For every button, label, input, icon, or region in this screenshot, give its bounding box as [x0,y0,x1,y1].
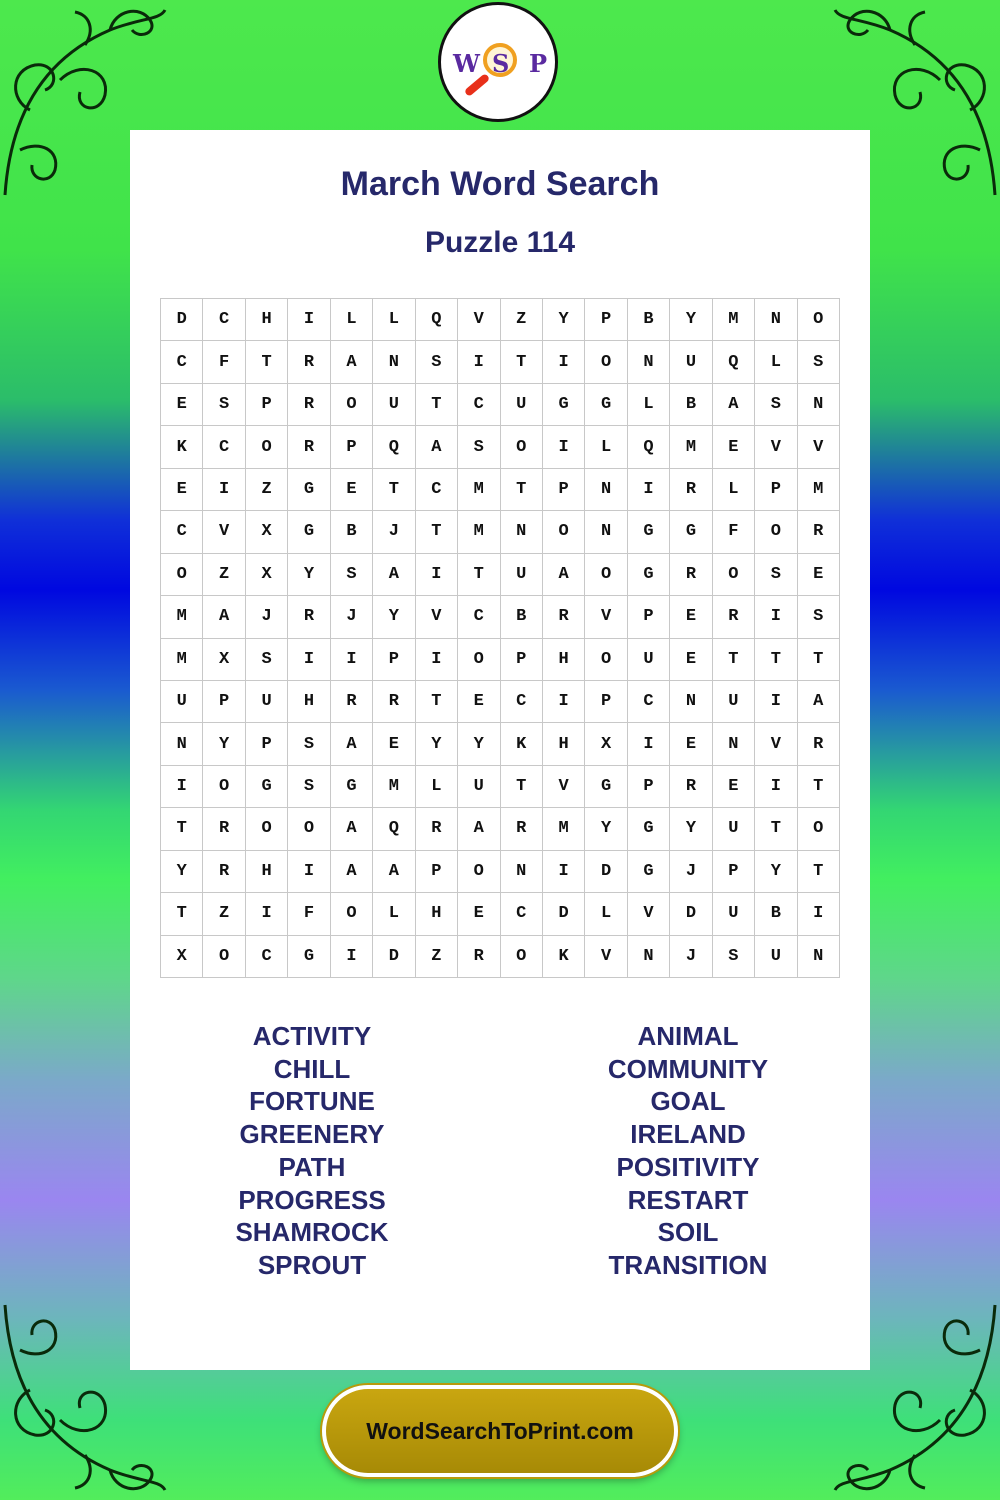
grid-cell[interactable]: R [288,341,330,383]
grid-cell[interactable]: G [628,511,670,553]
grid-cell[interactable]: F [288,893,330,935]
grid-cell[interactable]: E [798,554,840,596]
grid-cell[interactable]: T [161,893,203,935]
website-label: WordSearchToPrint.com [366,1417,634,1444]
grid-cell[interactable]: O [585,554,627,596]
grid-cell[interactable]: O [501,426,543,468]
grid-cell[interactable]: P [628,766,670,808]
grid-cell[interactable]: N [501,511,543,553]
grid-cell[interactable]: E [670,723,712,765]
grid-cell[interactable]: U [628,639,670,681]
grid-cell[interactable]: P [203,681,245,723]
grid-cell[interactable]: P [501,639,543,681]
grid-cell[interactable]: P [373,639,415,681]
grid-cell[interactable]: C [458,596,500,638]
grid-cell[interactable]: O [331,893,373,935]
word-item: ANIMAL [637,1021,739,1051]
grid-cell[interactable]: A [331,723,373,765]
grid-cell[interactable]: E [331,469,373,511]
grid-cell[interactable]: U [501,384,543,426]
grid-cell[interactable]: U [161,681,203,723]
grid-cell[interactable]: U [246,681,288,723]
grid-cell[interactable]: D [585,851,627,893]
grid-cell[interactable]: Y [670,808,712,850]
grid-cell[interactable]: R [670,469,712,511]
grid-cell[interactable]: I [755,596,797,638]
grid-cell[interactable]: Z [501,299,543,341]
grid-cell[interactable]: V [416,596,458,638]
grid-cell[interactable]: C [203,426,245,468]
grid-cell[interactable]: T [713,639,755,681]
word-item: PROGRESS [238,1184,386,1215]
grid-cell[interactable]: D [543,893,585,935]
grid-cell[interactable]: Q [416,299,458,341]
grid-cell[interactable]: G [331,766,373,808]
grid-cell[interactable]: O [246,808,288,850]
grid-cell[interactable]: R [670,766,712,808]
grid-cell[interactable]: E [713,766,755,808]
grid-cell[interactable]: Z [203,554,245,596]
grid-cell[interactable]: G [628,554,670,596]
grid-cell[interactable]: O [798,808,840,850]
grid-cell[interactable]: Z [416,936,458,978]
grid-cell[interactable]: S [203,384,245,426]
word-item: GREENERY [239,1119,385,1150]
grid-cell[interactable]: G [288,469,330,511]
grid-cell[interactable]: F [203,341,245,383]
grid-cell[interactable]: Q [713,341,755,383]
grid-cell[interactable]: O [203,936,245,978]
grid-cell[interactable]: I [331,639,373,681]
grid-cell[interactable]: M [798,469,840,511]
grid-cell[interactable]: K [543,936,585,978]
grid-cell[interactable]: Y [161,851,203,893]
grid-cell[interactable]: V [755,426,797,468]
grid-cell[interactable]: L [331,299,373,341]
grid-cell[interactable]: T [161,808,203,850]
word-item: IRELAND [630,1119,746,1150]
grid-cell[interactable]: I [288,851,330,893]
grid-cell[interactable]: X [161,936,203,978]
grid-cell[interactable]: I [203,469,245,511]
grid-cell[interactable]: Q [628,426,670,468]
grid-cell[interactable]: N [161,723,203,765]
grid-cell[interactable]: R [798,511,840,553]
grid-cell[interactable]: I [246,893,288,935]
grid-cell[interactable]: L [628,384,670,426]
grid-cell[interactable]: G [670,511,712,553]
word-item: TRANSITION [608,1249,768,1280]
grid-cell[interactable]: B [501,596,543,638]
grid-cell[interactable]: P [628,596,670,638]
grid-cell[interactable]: M [670,426,712,468]
grid-cell[interactable]: O [798,299,840,341]
grid-cell[interactable]: U [670,341,712,383]
grid-cell[interactable]: V [798,426,840,468]
grid-cell[interactable]: R [670,554,712,596]
grid-cell[interactable]: V [585,596,627,638]
grid-cell[interactable]: O [585,639,627,681]
grid-cell[interactable]: R [798,723,840,765]
grid-cell[interactable]: Y [373,596,415,638]
grid-cell[interactable]: E [458,893,500,935]
grid-cell[interactable]: A [416,426,458,468]
grid-cell[interactable]: T [416,511,458,553]
grid-cell[interactable]: N [585,469,627,511]
grid-cell[interactable]: V [543,766,585,808]
grid-cell[interactable]: H [543,639,585,681]
grid-cell[interactable]: M [373,766,415,808]
puzzle-number: Puzzle 114 [424,226,576,259]
grid-cell[interactable]: J [670,936,712,978]
grid-cell[interactable]: L [713,469,755,511]
grid-cell[interactable]: T [416,681,458,723]
logo-letter-p: P [529,49,548,78]
grid-cell[interactable]: A [458,808,500,850]
grid-cell[interactable]: H [543,723,585,765]
grid-cell[interactable]: E [161,384,203,426]
grid-cell[interactable]: S [755,554,797,596]
grid-cell[interactable]: I [458,341,500,383]
grid-cell[interactable]: L [755,341,797,383]
grid-cell[interactable]: U [713,893,755,935]
grid-cell[interactable]: B [331,511,373,553]
grid-cell[interactable]: X [246,511,288,553]
grid-cell[interactable]: Y [458,723,500,765]
word-item: RESTART [627,1184,749,1215]
grid-cell[interactable]: N [713,723,755,765]
grid-cell[interactable]: G [585,766,627,808]
grid-cell[interactable]: X [203,639,245,681]
grid-cell[interactable]: E [458,681,500,723]
grid-cell[interactable]: O [713,554,755,596]
grid-cell[interactable]: O [458,639,500,681]
grid-cell[interactable]: U [755,936,797,978]
grid-cell[interactable]: L [373,893,415,935]
grid-cell[interactable]: E [713,426,755,468]
grid-cell[interactable]: T [798,639,840,681]
grid-cell[interactable]: M [161,639,203,681]
grid-cell[interactable]: C [246,936,288,978]
grid-cell[interactable]: C [161,511,203,553]
logo-letter-w: W [453,49,480,78]
grid-cell[interactable]: O [755,511,797,553]
grid-cell[interactable]: N [798,384,840,426]
grid-cell[interactable]: I [755,766,797,808]
grid-cell[interactable]: Y [585,808,627,850]
grid-cell[interactable]: J [331,596,373,638]
grid-cell[interactable]: R [543,596,585,638]
grid-cell[interactable]: S [798,596,840,638]
grid-cell[interactable]: V [458,299,500,341]
grid-cell[interactable]: P [416,851,458,893]
grid-cell[interactable]: O [246,426,288,468]
grid-cell[interactable]: M [161,596,203,638]
grid-cell[interactable]: A [203,596,245,638]
grid-cell[interactable]: N [628,341,670,383]
grid-cell[interactable]: T [755,808,797,850]
grid-cell[interactable]: O [331,384,373,426]
grid-cell[interactable]: A [713,384,755,426]
website-button[interactable] [322,1385,678,1477]
letter-grid [160,298,840,978]
grid-cell[interactable]: Q [373,426,415,468]
grid-cell[interactable]: I [543,426,585,468]
grid-cell[interactable]: V [585,936,627,978]
grid-cell[interactable]: O [458,851,500,893]
grid-cell[interactable]: V [755,723,797,765]
grid-cell[interactable]: T [373,469,415,511]
word-item: GOAL [650,1086,726,1117]
grid-cell[interactable]: P [585,299,627,341]
grid-cell[interactable]: U [458,766,500,808]
grid-cell[interactable]: A [373,851,415,893]
grid-cell[interactable]: O [501,936,543,978]
grid-cell[interactable]: R [713,596,755,638]
grid-cell[interactable]: Q [373,808,415,850]
grid-cell[interactable]: M [543,808,585,850]
grid-cell[interactable]: O [543,511,585,553]
grid-cell[interactable]: I [543,851,585,893]
logo-letter-s: S [492,49,510,78]
grid-cell[interactable]: X [585,723,627,765]
grid-cell[interactable]: S [331,554,373,596]
grid-cell[interactable]: B [755,893,797,935]
grid-cell[interactable]: I [288,639,330,681]
grid-cell[interactable]: U [373,384,415,426]
grid-cell[interactable]: Y [288,554,330,596]
grid-cell[interactable]: S [288,723,330,765]
word-item: SPROUT [257,1249,367,1280]
grid-cell[interactable]: I [543,341,585,383]
grid-cell[interactable]: R [458,936,500,978]
grid-cell[interactable]: V [628,893,670,935]
grid-cell[interactable]: G [628,851,670,893]
grid-cell[interactable]: C [458,384,500,426]
grid-cell[interactable]: P [755,469,797,511]
grid-cell[interactable]: D [161,299,203,341]
grid-cell[interactable]: Y [543,299,585,341]
grid-cell[interactable]: S [755,384,797,426]
grid-cell[interactable]: J [373,511,415,553]
grid-cell[interactable]: B [670,384,712,426]
word-item: SOIL [657,1217,719,1248]
grid-cell[interactable]: N [755,299,797,341]
grid-cell[interactable]: T [458,554,500,596]
grid-cell[interactable]: I [628,469,670,511]
grid-cell[interactable]: R [501,808,543,850]
grid-cell[interactable]: Z [203,893,245,935]
grid-cell[interactable]: C [161,341,203,383]
page-title: March Word Search [340,165,660,203]
grid-cell[interactable]: K [501,723,543,765]
grid-cell[interactable]: O [288,808,330,850]
grid-cell[interactable]: H [416,893,458,935]
word-list-left [162,1020,462,1282]
grid-cell[interactable]: S [246,639,288,681]
grid-cell[interactable]: S [798,341,840,383]
grid-cell[interactable]: F [713,511,755,553]
grid-cell[interactable]: I [798,893,840,935]
grid-cell[interactable]: G [585,384,627,426]
grid-cell[interactable]: I [628,723,670,765]
grid-cell[interactable]: I [331,936,373,978]
grid-cell[interactable]: T [798,851,840,893]
grid-cell[interactable]: I [288,299,330,341]
word-item: CHILL [273,1053,351,1084]
grid-cell[interactable]: T [416,384,458,426]
grid-cell[interactable]: J [246,596,288,638]
grid-cell[interactable]: Y [755,851,797,893]
word-list-right [538,1020,838,1282]
grid-cell[interactable]: L [416,766,458,808]
grid-cell[interactable]: N [670,681,712,723]
grid-cell[interactable]: S [416,341,458,383]
grid-cell[interactable]: O [585,341,627,383]
grid-cell[interactable]: T [755,639,797,681]
grid-cell[interactable]: E [373,723,415,765]
grid-cell[interactable]: S [288,766,330,808]
grid-cell[interactable]: N [628,936,670,978]
grid-cell[interactable]: Y [416,723,458,765]
grid-cell[interactable]: G [246,766,288,808]
grid-cell[interactable]: H [246,851,288,893]
grid-cell[interactable]: P [331,426,373,468]
grid-cell[interactable]: C [416,469,458,511]
grid-cell[interactable]: G [288,511,330,553]
grid-cell[interactable]: G [543,384,585,426]
grid-cell[interactable]: O [161,554,203,596]
grid-cell[interactable]: C [501,681,543,723]
grid-cell[interactable]: I [161,766,203,808]
grid-cell[interactable]: T [501,766,543,808]
grid-cell[interactable]: H [288,681,330,723]
grid-cell[interactable]: C [203,299,245,341]
grid-cell[interactable]: N [373,341,415,383]
grid-cell[interactable]: K [161,426,203,468]
grid-cell[interactable]: R [203,808,245,850]
grid-cell[interactable]: V [203,511,245,553]
word-item: COMMUNITY [607,1053,769,1084]
wsp-logo[interactable] [438,2,558,122]
grid-cell[interactable]: G [288,936,330,978]
grid-cell[interactable]: J [670,851,712,893]
grid-cell[interactable]: C [501,893,543,935]
grid-cell[interactable]: X [246,554,288,596]
grid-cell[interactable]: U [713,808,755,850]
grid-cell[interactable]: A [331,341,373,383]
word-item: FORTUNE [249,1086,375,1117]
grid-cell[interactable]: R [288,384,330,426]
grid-cell[interactable]: C [628,681,670,723]
grid-cell[interactable]: E [161,469,203,511]
grid-cell[interactable]: G [628,808,670,850]
grid-cell[interactable]: A [373,554,415,596]
grid-cell[interactable]: N [585,511,627,553]
grid-cell[interactable]: S [458,426,500,468]
grid-cell[interactable]: P [713,851,755,893]
grid-cell[interactable]: O [203,766,245,808]
grid-cell[interactable]: D [373,936,415,978]
grid-cell[interactable]: R [331,681,373,723]
grid-cell[interactable]: L [585,426,627,468]
grid-cell[interactable]: A [331,851,373,893]
grid-cell[interactable]: N [501,851,543,893]
grid-cell[interactable]: R [373,681,415,723]
word-item: PATH [278,1151,346,1182]
grid-cell[interactable]: L [585,893,627,935]
grid-cell[interactable]: Y [670,299,712,341]
grid-cell[interactable]: M [458,511,500,553]
grid-cell[interactable]: R [203,851,245,893]
grid-cell[interactable]: E [670,596,712,638]
grid-cell[interactable]: N [798,936,840,978]
grid-cell[interactable]: Z [246,469,288,511]
grid-cell[interactable]: L [373,299,415,341]
grid-cell[interactable]: R [288,426,330,468]
grid-cell[interactable]: T [501,469,543,511]
grid-cell[interactable]: R [416,808,458,850]
grid-cell[interactable]: M [713,299,755,341]
grid-cell[interactable]: E [670,639,712,681]
grid-cell[interactable]: H [246,299,288,341]
grid-cell[interactable]: R [288,596,330,638]
grid-cell[interactable]: Y [203,723,245,765]
grid-cell[interactable]: A [331,808,373,850]
grid-cell[interactable]: S [713,936,755,978]
grid-cell[interactable]: I [755,681,797,723]
grid-cell[interactable]: I [416,639,458,681]
grid-cell[interactable]: P [585,681,627,723]
grid-cell[interactable]: P [246,723,288,765]
word-item: ACTIVITY [252,1021,372,1051]
grid-cell[interactable]: U [501,554,543,596]
grid-cell[interactable]: I [543,681,585,723]
grid-cell[interactable]: D [670,893,712,935]
grid-cell[interactable]: I [416,554,458,596]
grid-cell[interactable]: A [543,554,585,596]
word-item: POSITIVITY [616,1151,760,1182]
grid-cell[interactable]: M [458,469,500,511]
grid-cell[interactable]: B [628,299,670,341]
grid-cell[interactable]: A [798,681,840,723]
grid-cell[interactable]: P [543,469,585,511]
grid-cell[interactable]: T [798,766,840,808]
grid-cell[interactable]: T [501,341,543,383]
word-item: SHAMROCK [235,1217,389,1248]
grid-cell[interactable]: T [246,341,288,383]
grid-cell[interactable]: P [246,384,288,426]
grid-cell[interactable]: U [713,681,755,723]
